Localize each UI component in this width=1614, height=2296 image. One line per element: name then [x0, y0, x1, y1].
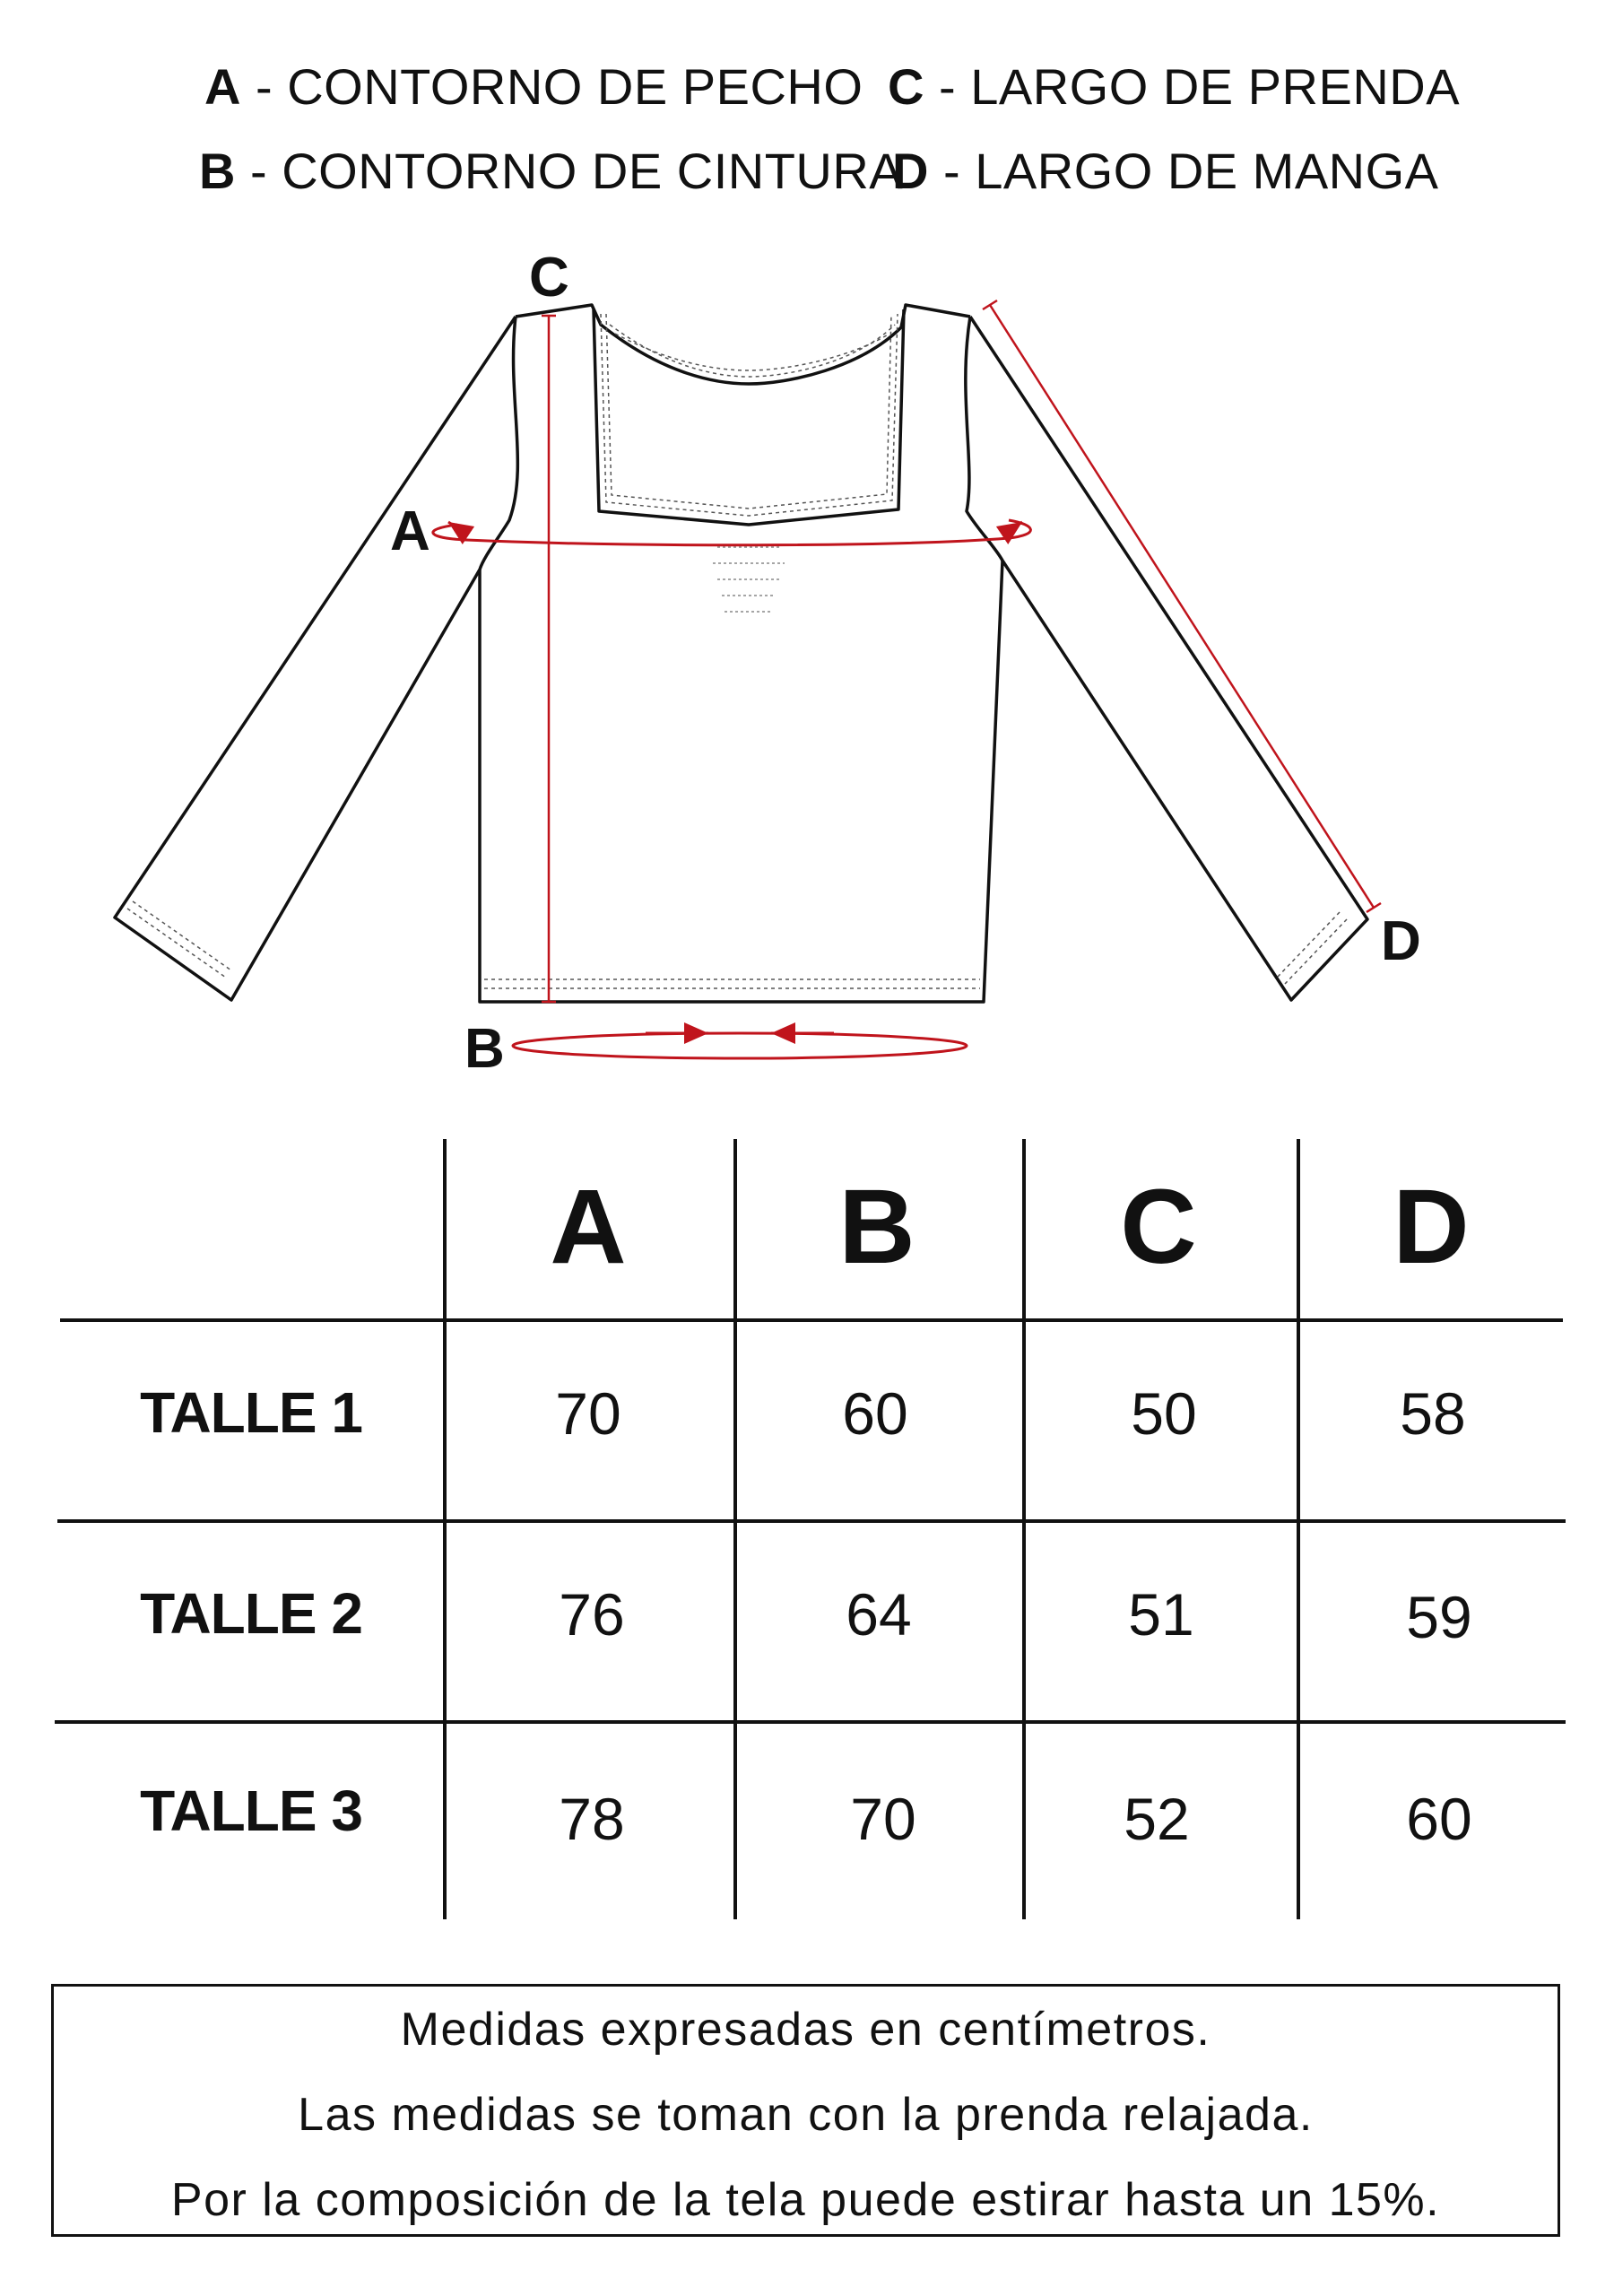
legend-letter: A: [204, 58, 241, 115]
cell-talle-3-b: 70: [850, 1786, 916, 1852]
cell-talle-2-a: 76: [559, 1581, 625, 1648]
legend-text: LARGO DE MANGA: [975, 143, 1439, 199]
legend-item-a: [204, 57, 863, 116]
table-divider: [733, 1139, 737, 1919]
cell-talle-1-d: 58: [1400, 1380, 1466, 1447]
table-divider: [443, 1139, 447, 1919]
legend-item-d: [892, 142, 1439, 200]
diagram-label-b: B: [464, 1018, 505, 1080]
column-header-a: A: [550, 1168, 627, 1286]
column-header-b: B: [838, 1168, 915, 1286]
cell-talle-1-a: 70: [555, 1380, 621, 1447]
cell-talle-1-b: 60: [842, 1380, 908, 1447]
cell-talle-3-d: 60: [1406, 1786, 1472, 1852]
row-label-talle-2: TALLE 2: [140, 1581, 362, 1646]
table-divider: [60, 1318, 1563, 1322]
legend-letter: C: [888, 58, 924, 115]
column-header-c: C: [1120, 1168, 1197, 1286]
cell-talle-1-c: 50: [1131, 1380, 1197, 1447]
row-label-talle-3: TALLE 3: [140, 1779, 362, 1843]
row-label-talle-1: TALLE 1: [140, 1380, 362, 1445]
legend-separator: -: [235, 143, 282, 199]
note-line-1: Medidas expresadas en centímetros.: [400, 2004, 1211, 2056]
legend-text: CONTORNO DE PECHO: [287, 58, 863, 115]
table-divider: [57, 1519, 1566, 1523]
legend-letter: B: [199, 143, 236, 199]
fabric-gathers: [713, 547, 785, 612]
diagram-label-c: C: [529, 247, 569, 309]
legend-separator: -: [928, 143, 976, 199]
table-divider: [55, 1720, 1566, 1724]
stitch-lines: [127, 314, 1347, 988]
legend-item-c: [888, 57, 1460, 116]
legend-text: CONTORNO DE CINTURA: [282, 143, 904, 199]
measure-sleeve-line: [983, 300, 1381, 912]
measure-waist-ellipse: [513, 1033, 967, 1058]
cell-talle-2-c: 51: [1128, 1581, 1194, 1648]
notes-box: [51, 1984, 1560, 2237]
column-header-d: D: [1393, 1168, 1470, 1286]
cell-talle-2-d: 59: [1406, 1584, 1472, 1650]
legend-separator: -: [924, 58, 971, 115]
legend-letter: D: [892, 143, 929, 199]
legend-item-b: [199, 142, 903, 200]
shirt-outline: [115, 305, 1367, 1002]
diagram-label-a: A: [390, 500, 430, 562]
measure-length-line: [542, 316, 556, 1002]
garment-diagram: [0, 224, 1614, 1121]
cell-talle-3-c: 52: [1124, 1786, 1190, 1852]
cell-talle-3-a: 78: [559, 1786, 625, 1852]
diagram-label-d: D: [1381, 910, 1421, 972]
legend-text: LARGO DE PRENDA: [970, 58, 1461, 115]
cell-talle-2-b: 64: [846, 1581, 912, 1648]
legend-separator: -: [240, 58, 288, 115]
note-line-3: Por la composición de la tela puede estirar hasta un 15%.: [170, 2174, 1441, 2226]
note-line-2: Las medidas se toman con la prenda relajada.: [298, 2089, 1314, 2141]
